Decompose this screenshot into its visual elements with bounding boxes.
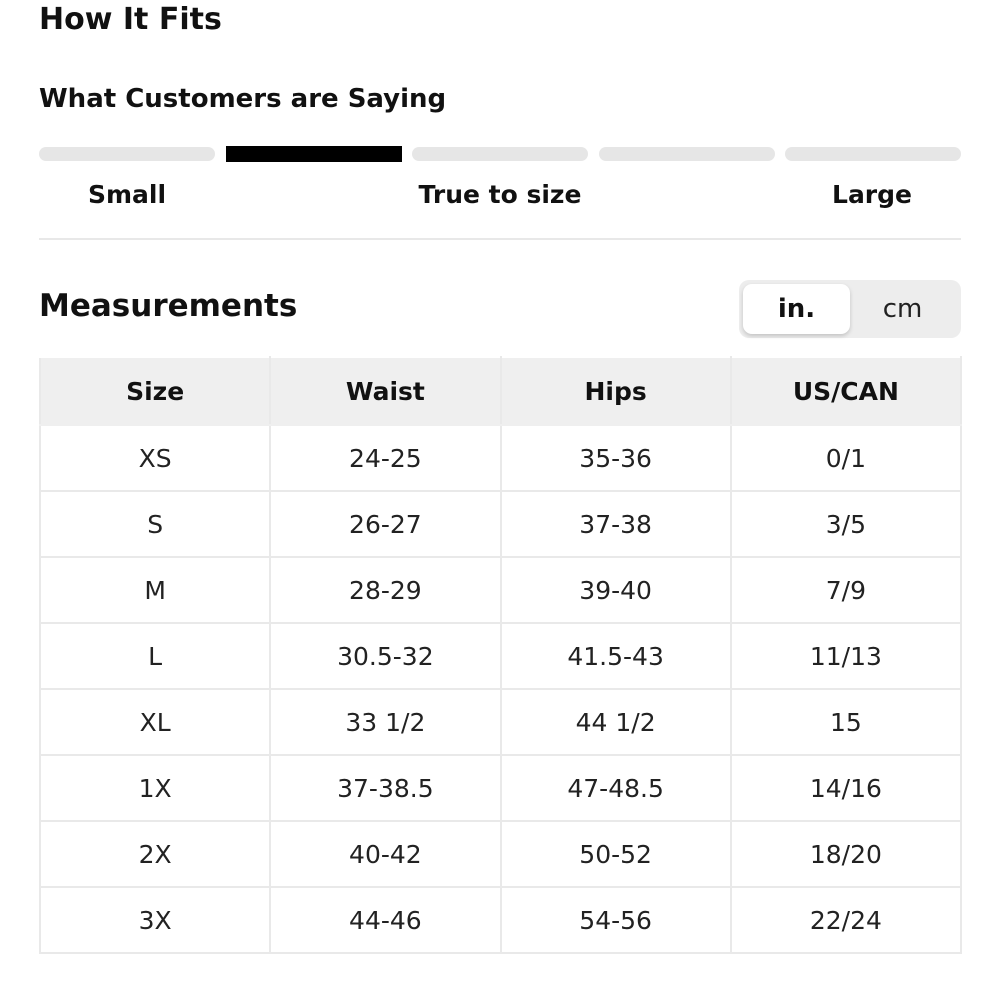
cell-hips: 35-36 [501,425,731,491]
fit-segment-1 [39,147,215,161]
header-us-can: US/CAN [731,357,961,425]
how-it-fits-title: How It Fits [39,2,222,37]
cell-waist: 24-25 [270,425,500,491]
cell-size: XL [40,689,270,755]
cell-waist: 40-42 [270,821,500,887]
measurements-title: Measurements [39,288,298,324]
unit-inches-button[interactable]: in. [743,284,850,334]
cell-hips: 44 1/2 [501,689,731,755]
customers-saying-title: What Customers are Saying [39,84,447,114]
cell-us-can: 11/13 [731,623,961,689]
table-row [40,821,961,887]
cell-us-can: 0/1 [731,425,961,491]
size-chart-table [39,356,962,954]
table-row [40,425,961,491]
fit-segment-3 [412,147,588,161]
cell-size: XS [40,425,270,491]
cell-size: 2X [40,821,270,887]
unit-cm-button[interactable]: cm [849,284,956,334]
fit-label-small: Small [87,180,167,209]
cell-size: 3X [40,887,270,953]
table-row [40,689,961,755]
table-row [40,887,961,953]
fit-label-true-to-size: True to size [418,180,582,209]
cell-hips: 39-40 [501,557,731,623]
cell-size: S [40,491,270,557]
section-divider [39,238,961,240]
cell-waist: 37-38.5 [270,755,500,821]
cell-us-can: 7/9 [731,557,961,623]
table-header-row [40,357,961,425]
cell-waist: 30.5-32 [270,623,500,689]
header-hips: Hips [501,357,731,425]
cell-hips: 50-52 [501,821,731,887]
cell-size: M [40,557,270,623]
cell-us-can: 14/16 [731,755,961,821]
cell-hips: 47-48.5 [501,755,731,821]
table-row [40,557,961,623]
cell-waist: 33 1/2 [270,689,500,755]
fit-labels [0,180,1000,214]
cell-waist: 28-29 [270,557,500,623]
table-row [40,623,961,689]
cell-us-can: 3/5 [731,491,961,557]
fit-segment-2 [226,146,402,162]
cell-size: L [40,623,270,689]
table-row [40,755,961,821]
cell-us-can: 18/20 [731,821,961,887]
cell-size: 1X [40,755,270,821]
fit-segment-4 [599,147,775,161]
table-row [40,491,961,557]
cell-us-can: 15 [731,689,961,755]
unit-toggle [739,280,961,338]
fit-label-large: Large [832,180,912,209]
fit-segment-5 [785,147,961,161]
header-size: Size [40,357,270,425]
cell-us-can: 22/24 [731,887,961,953]
cell-hips: 37-38 [501,491,731,557]
header-waist: Waist [270,357,500,425]
cell-waist: 44-46 [270,887,500,953]
cell-waist: 26-27 [270,491,500,557]
cell-hips: 54-56 [501,887,731,953]
fit-rating-bar [39,146,961,162]
cell-hips: 41.5-43 [501,623,731,689]
